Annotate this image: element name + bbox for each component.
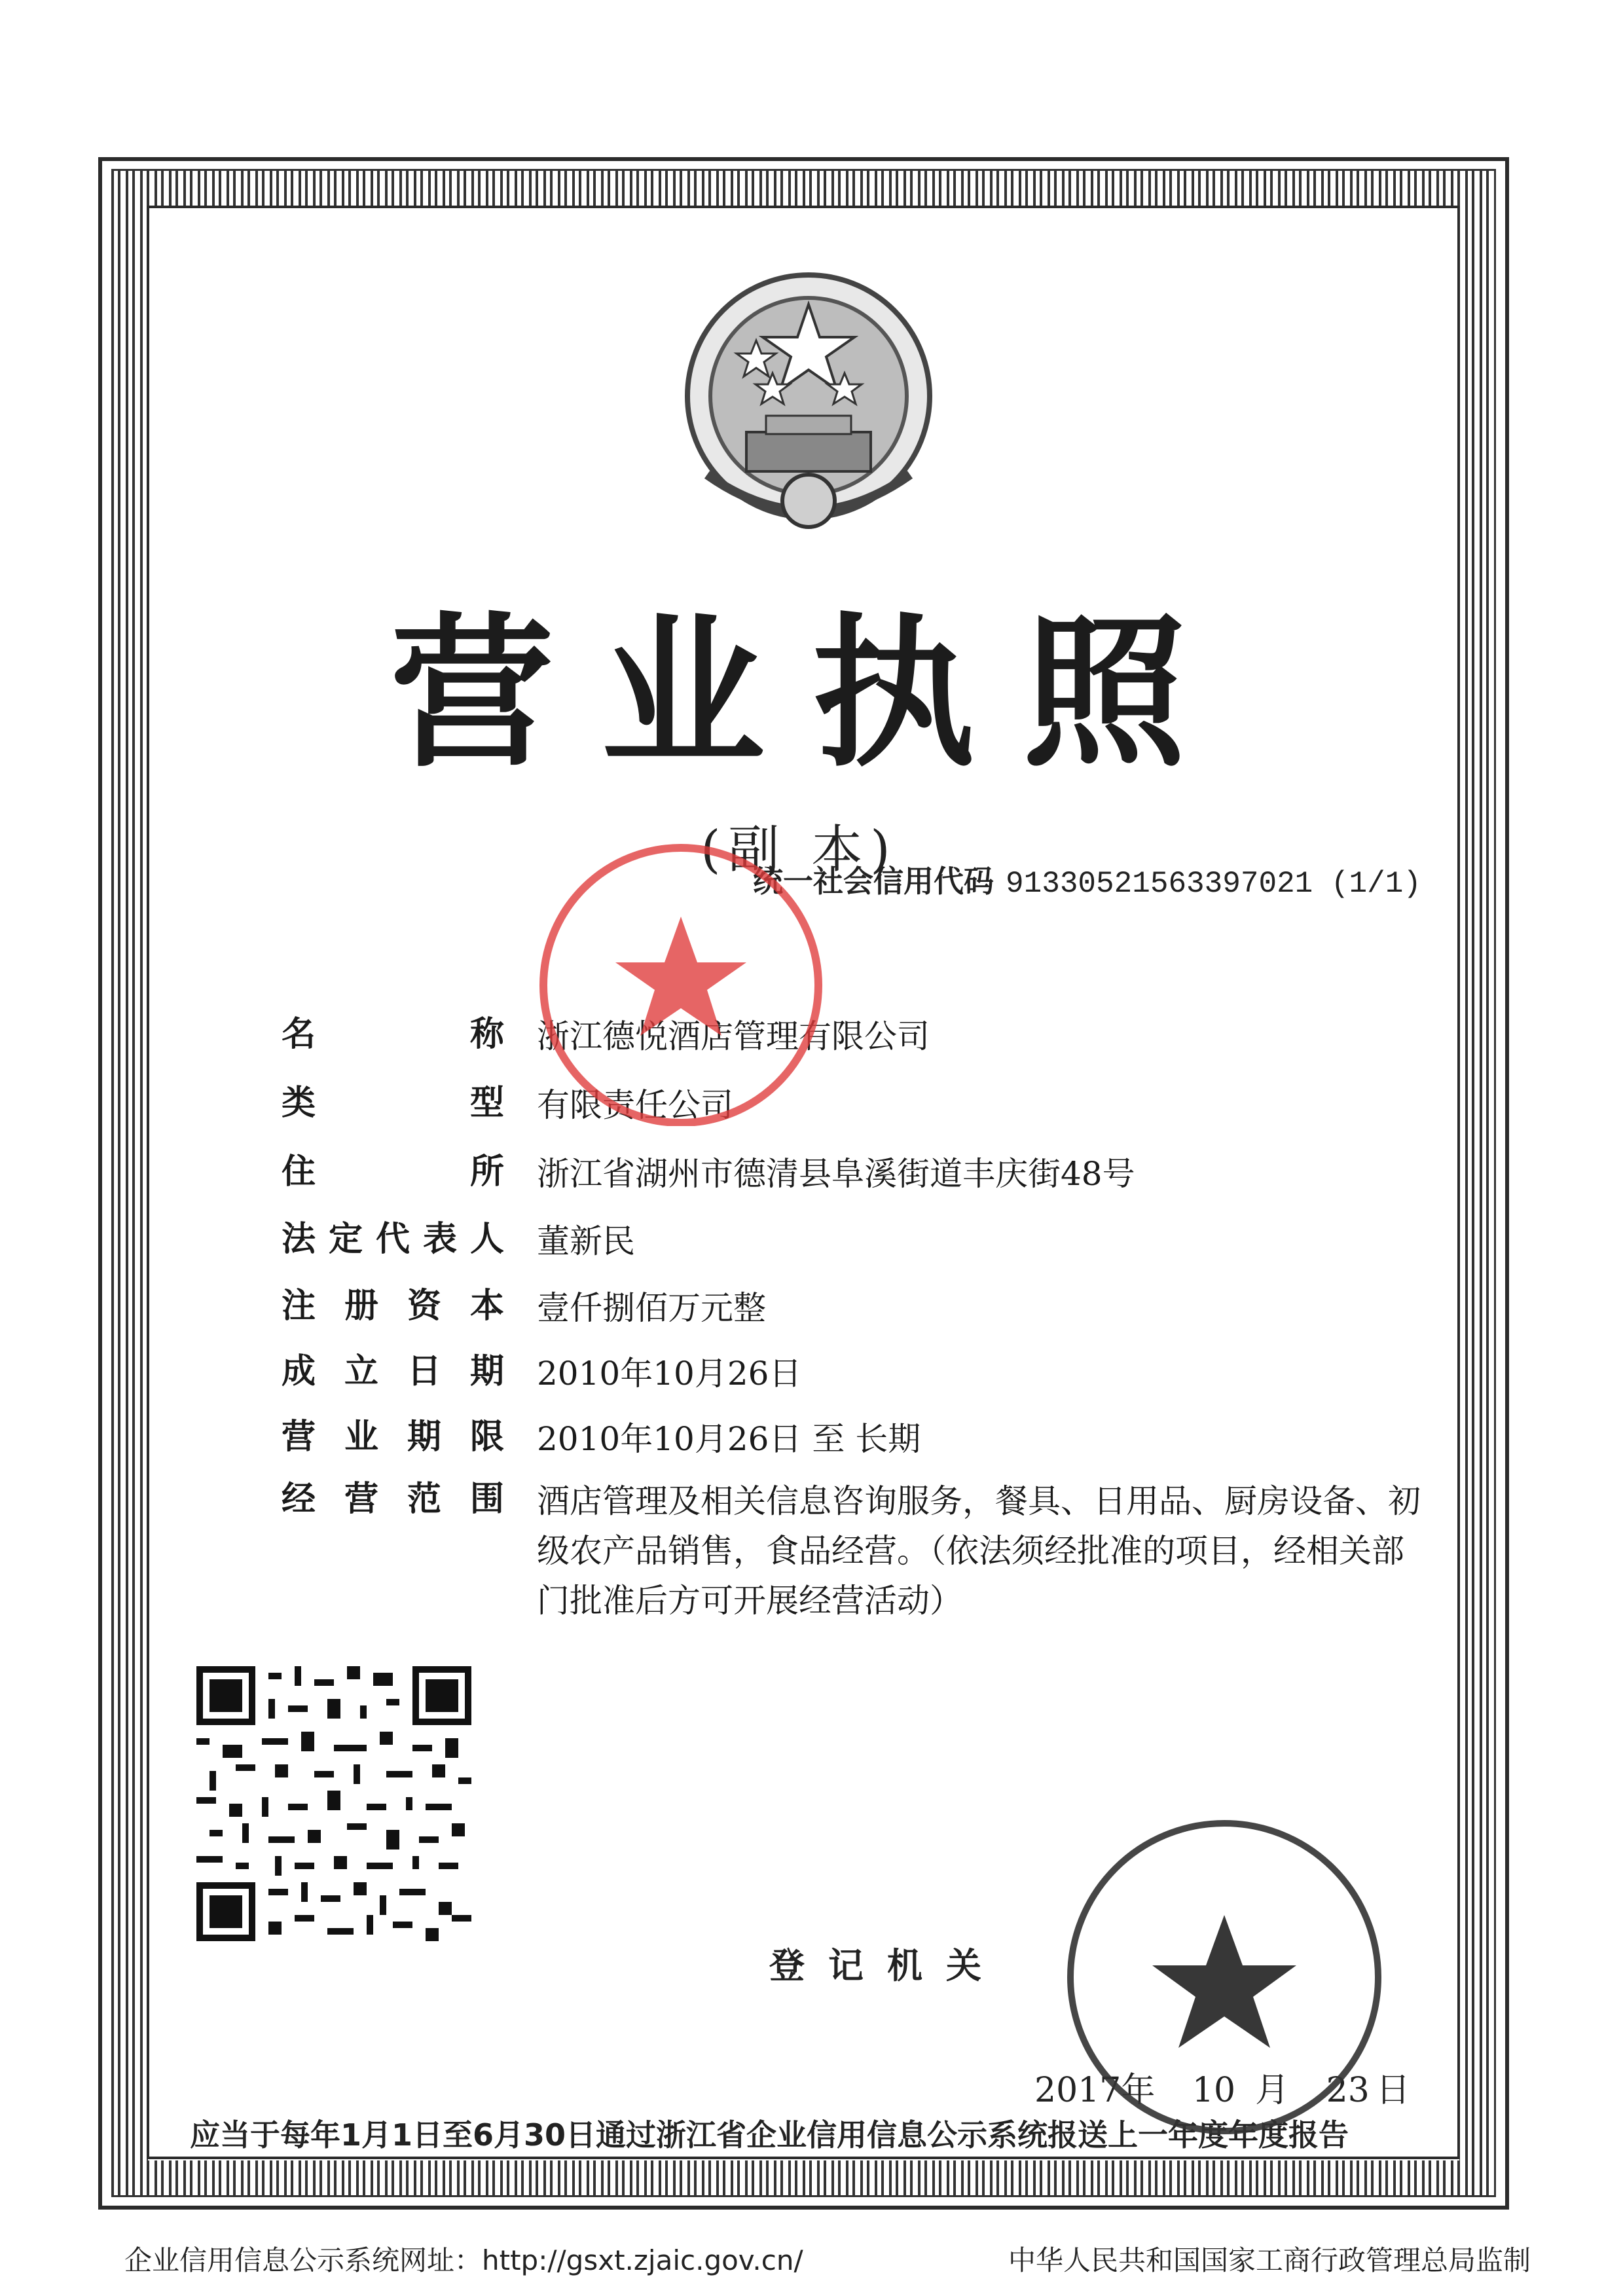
field-label: 名称 [282, 1015, 504, 1054]
issue-date-year-unit: 年 [1121, 2071, 1156, 2110]
issue-date-day-unit: 日 [1376, 2071, 1410, 2110]
field-value: 壹仟捌佰万元整 [537, 1289, 766, 1327]
field-label: 注册资本 [282, 1286, 504, 1326]
field-value: 2010年10月26日 至 长期 [537, 1420, 921, 1458]
national-emblem-icon [668, 265, 949, 547]
annual-report-notice: 应当于每年1月1日至6月30日通过浙江省企业信用信息公示系统报送上一年度年度报告 [190, 2117, 1349, 2153]
field-label: 类型 [282, 1084, 504, 1123]
field-row-capital [282, 1283, 1447, 1342]
issue-date-year: 2017 [1034, 2071, 1122, 2110]
field-row-legal-rep [282, 1216, 1447, 1275]
field-label: 营业期限 [282, 1417, 504, 1457]
footer-website: 企业信用信息公示系统网址：http://gsxt.zjaic.gov.cn/ [124, 2244, 803, 2276]
field-label: 法定代表人 [282, 1220, 504, 1259]
credit-code-label: 统一社会信用代码 [753, 864, 994, 899]
qr-code-icon [196, 1666, 471, 1941]
footer-supervisor: 中华人民共和国国家工商行政管理总局监制 [1008, 2244, 1531, 2276]
field-value: 董新民 [537, 1222, 635, 1260]
page-title: 营业执照 [390, 598, 1233, 789]
issue-date-day: 23 [1326, 2071, 1370, 2110]
field-label: 经营范围 [282, 1480, 504, 1519]
issue-date-month-unit: 月 [1255, 2071, 1290, 2110]
company-seal-icon [498, 838, 864, 1126]
field-row-name [282, 1011, 1447, 1070]
authority-seal-icon [1061, 1800, 1388, 2141]
registration-authority-label: 登记机关 [769, 1945, 1005, 1986]
field-row-established [282, 1349, 1447, 1408]
field-label: 成立日期 [282, 1352, 504, 1391]
field-row-address [282, 1149, 1447, 1208]
field-row-scope [282, 1476, 1447, 1620]
field-row-term [282, 1414, 1447, 1473]
field-value: 酒店管理及相关信息咨询服务，餐具、日用品、厨房设备、初级农产品销售，食品经营。（依法须经批准的项目，经相关部门批准后方可开展经营活动） [537, 1482, 1421, 1620]
credit-code-value: 91330521563397021 (1/1) [1006, 867, 1421, 901]
field-row-type [282, 1080, 1447, 1139]
field-label: 住所 [282, 1152, 504, 1192]
field-value: 有限责任公司 [537, 1086, 733, 1124]
issue-date-month: 10 [1192, 2071, 1236, 2110]
field-value: 浙江德悦酒店管理有限公司 [537, 1017, 930, 1055]
copy-subtitle: (副 本) [701, 820, 898, 879]
field-value: 浙江省湖州市德清县阜溪街道丰庆街48号 [537, 1155, 1135, 1193]
field-value: 2010年10月26日 [537, 1355, 802, 1393]
